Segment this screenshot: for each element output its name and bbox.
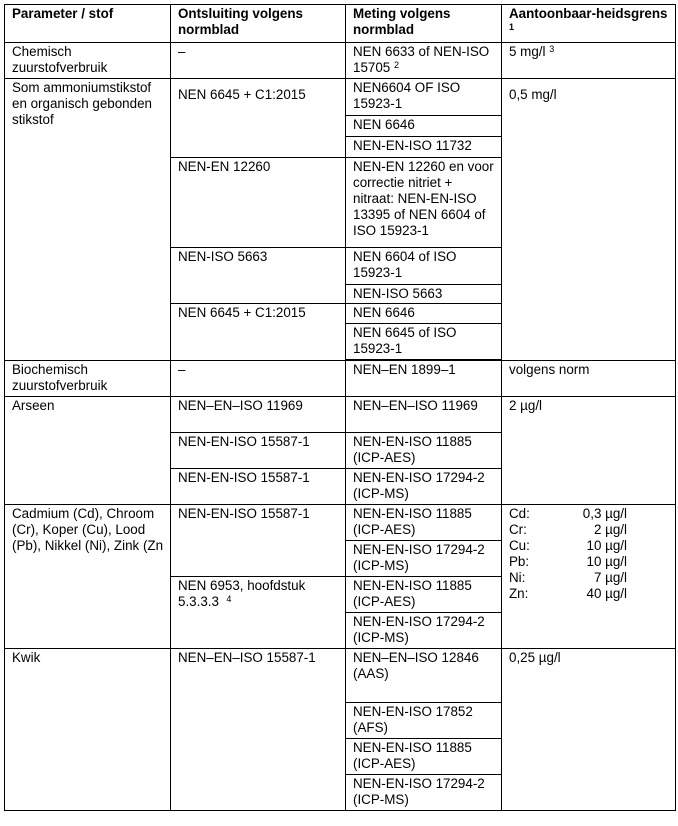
meting-stikstof-1c: NEN-EN-ISO 11732 xyxy=(346,137,502,158)
header-grens xyxy=(502,5,676,43)
meting-stikstof-2: NEN-EN 12260 en voor correctie nitriet + nitraat: NEN-EN-ISO 13395 of NEN 6604 of ISO 15923-1 xyxy=(346,158,502,248)
limit-element: Zn: xyxy=(509,586,529,601)
table-row xyxy=(5,649,676,703)
param-kwik: Kwik xyxy=(5,649,171,811)
grens-stikstof: 0,5 mg/l xyxy=(502,79,676,361)
param-czv: Chemisch zuurstofverbruik xyxy=(5,43,171,79)
meting-arseen-1: NEN–EN–ISO 11969 xyxy=(346,397,502,433)
meting-bzv: NEN–EN 1899–1 xyxy=(346,361,502,397)
limit-element: Cr: xyxy=(509,522,527,537)
limit-ni xyxy=(509,570,627,586)
ontsluiting-stikstof-2: NEN-EN 12260 xyxy=(171,158,346,248)
limit-element: Cu: xyxy=(509,538,530,553)
limit-value: 7 µg/l xyxy=(593,570,627,585)
grens-czv-text: 5 mg/l xyxy=(509,44,546,59)
meting-stikstof-1a: NEN6604 OF ISO 15923-1 xyxy=(346,79,502,116)
ontsluiting-stikstof-4: NEN 6645 + C1:2015 xyxy=(171,304,346,361)
ontsluiting-stikstof-1: NEN 6645 + C1:2015 xyxy=(171,79,346,158)
table-row xyxy=(5,397,676,433)
ontsluiting-arseen-1: NEN–EN–ISO 11969 xyxy=(171,397,346,433)
limit-element: Ni: xyxy=(509,570,526,585)
norm-table xyxy=(4,4,676,811)
header-parameter: Parameter / stof xyxy=(5,5,171,43)
header-grens-label: Aantoonbaar-heidsgrens xyxy=(509,6,668,21)
limit-value: 0,3 µg/l xyxy=(582,506,627,521)
ontsluiting-metalen-2 xyxy=(171,577,346,649)
meting-kwik-3: NEN-EN-ISO 11885 (ICP-AES) xyxy=(346,739,502,775)
grens-bzv: volgens norm xyxy=(502,361,676,397)
header-row xyxy=(5,5,676,43)
ontsluiting-stikstof-3: NEN-ISO 5663 xyxy=(171,248,346,304)
meting-metalen-1b: NEN-EN-ISO 17294-2 (ICP-MS) xyxy=(346,541,502,577)
ontsluiting-metalen-1: NEN-EN-ISO 15587-1 xyxy=(171,505,346,577)
meting-kwik-4: NEN-EN-ISO 17294-2 (ICP-MS) xyxy=(346,775,502,811)
param-metalen: Cadmium (Cd), Chroom (Cr), Koper (Cu), Lood (Pb), Nikkel (Ni), Zink (Zn xyxy=(5,505,171,649)
meting-czv xyxy=(346,43,502,79)
meting-kwik-1: NEN–EN–ISO 12846 (AAS) xyxy=(346,649,502,703)
meting-arseen-3: NEN-EN-ISO 17294-2 (ICP-MS) xyxy=(346,469,502,505)
table-row xyxy=(5,505,676,541)
meting-kwik-2: NEN-EN-ISO 17852 (AFS) xyxy=(346,703,502,739)
header-meting: Meting volgens normblad xyxy=(346,5,502,43)
grens-arseen: 2 µg/l xyxy=(502,397,676,505)
meting-metalen-2a: NEN-EN-ISO 11885 (ICP-AES) xyxy=(346,577,502,613)
ontsluiting-arseen-3: NEN-EN-ISO 15587-1 xyxy=(171,469,346,505)
limit-pb xyxy=(509,554,627,570)
meting-metalen-1a: NEN-EN-ISO 11885 (ICP-AES) xyxy=(346,505,502,541)
grens-metalen xyxy=(502,505,676,649)
ontsluiting-czv: – xyxy=(171,43,346,79)
meting-metalen-2b: NEN-EN-ISO 17294-2 (ICP-MS) xyxy=(346,613,502,649)
limit-cd xyxy=(509,506,627,522)
meting-stikstof-4a: NEN 6646 xyxy=(346,304,502,324)
ontsluiting-arseen-2: NEN-EN-ISO 15587-1 xyxy=(171,433,346,469)
grens-czv xyxy=(502,43,676,79)
limit-value: 10 µg/l xyxy=(586,554,627,569)
limit-zn xyxy=(509,586,627,602)
footnote-3: 3 xyxy=(549,44,555,54)
footnote-2: 2 xyxy=(393,60,399,70)
limit-value: 2 µg/l xyxy=(593,522,627,537)
param-arseen: Arseen xyxy=(5,397,171,505)
meting-czv-text: NEN 6633 of NEN-ISO 15705 xyxy=(353,44,490,75)
table-row xyxy=(5,361,676,397)
limit-element: Pb: xyxy=(509,554,530,569)
meting-stikstof-1b: NEN 6646 xyxy=(346,116,502,137)
ontsluiting-kwik: NEN–EN–ISO 15587-1 xyxy=(171,649,346,811)
limit-value: 40 µg/l xyxy=(586,586,627,601)
param-bzv: Biochemisch zuurstofverbruik xyxy=(5,361,171,397)
param-stikstof: Som ammoniumstikstof en organisch gebonden stikstof xyxy=(5,79,171,361)
header-ontsluiting: Ontsluiting volgens normblad xyxy=(171,5,346,43)
limit-cu xyxy=(509,538,627,554)
limit-cr xyxy=(509,522,627,538)
limit-element: Cd: xyxy=(509,506,530,521)
ontsluiting-metalen-2-text: NEN 6953, hoofdstuk 5.3.3.3 xyxy=(178,578,306,609)
meting-stikstof-3a: NEN 6604 of ISO 15923-1 xyxy=(346,248,502,285)
limit-value: 10 µg/l xyxy=(586,538,627,553)
ontsluiting-bzv: – xyxy=(171,361,346,397)
table-row xyxy=(5,79,676,116)
meting-arseen-2: NEN-EN-ISO 11885 (ICP-AES) xyxy=(346,433,502,469)
meting-stikstof-4b: NEN 6645 of ISO 15923-1 xyxy=(346,324,502,360)
grens-kwik: 0,25 µg/l xyxy=(502,649,676,811)
footnote-4: 4 xyxy=(226,594,232,604)
meting-stikstof-3b: NEN-ISO 5663 xyxy=(346,285,502,304)
table-row xyxy=(5,43,676,79)
footnote-1: 1 xyxy=(509,22,515,32)
